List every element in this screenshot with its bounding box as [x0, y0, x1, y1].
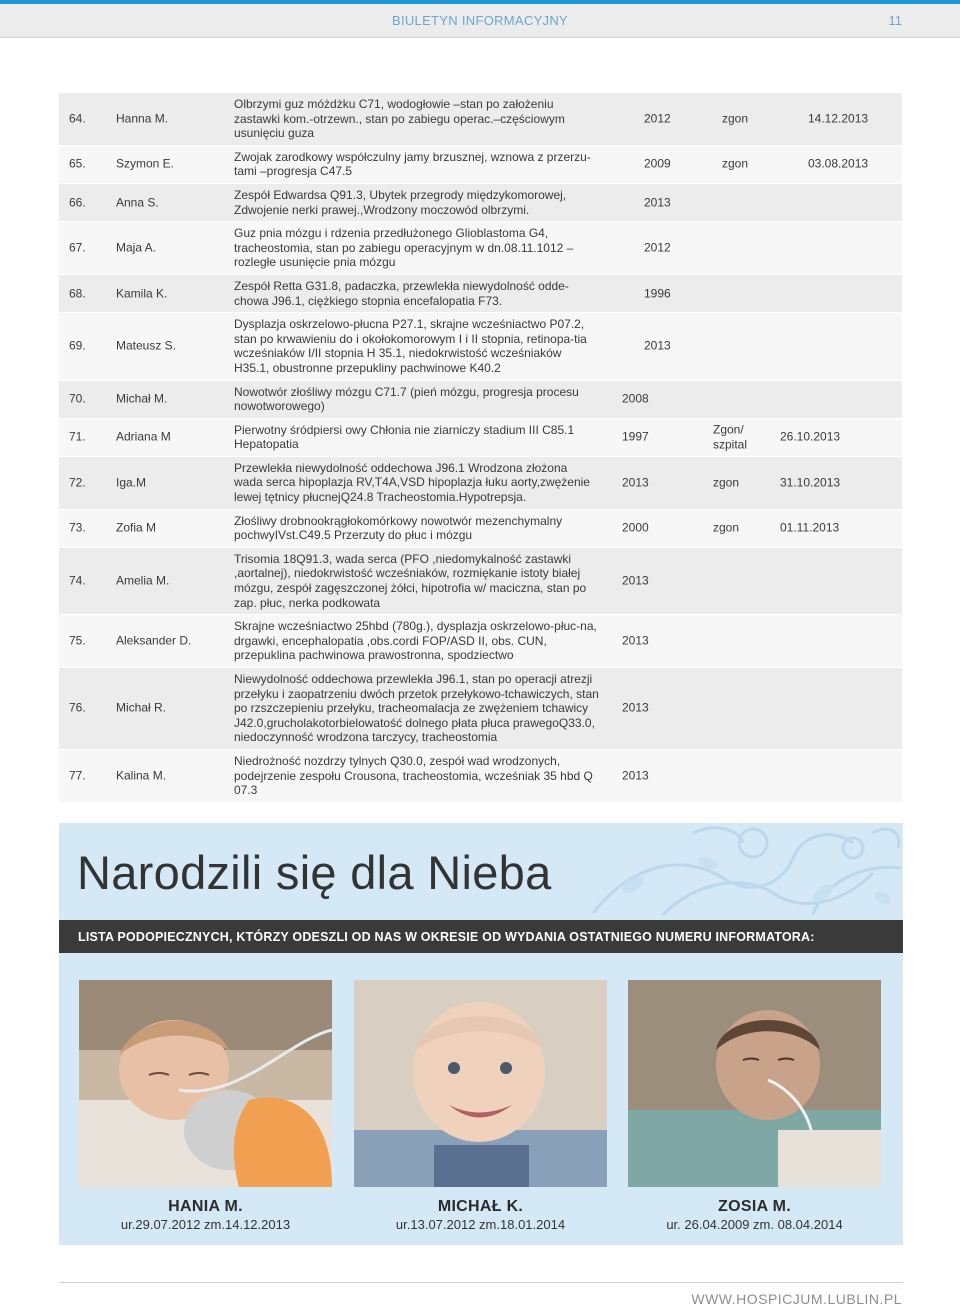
patient-date: 26.10.2013	[780, 429, 841, 444]
patient-diagnosis: Przewlekła niewydolność oddechowa J96.1 Wrodzona złożona wada serca hipoplazja RV,T4A,VSD hipoplazja łuku aorty,zwężenie lewej tętnicy płucnejQ24.8 Tracheostomia.Hypotrepsja.	[234, 460, 590, 505]
patient-diagnosis: Trisomia 18Q91.3, wada serca (PFO ,niedomykalność zastawki ,aortalnej), niedokrwistość wcześniaków, rozmiękanie istoty białej mózgu, zespół zagęszczonej żółci, hipotrofia w/ maciczna, stan po zap. płuc, nerka podkowata	[234, 551, 587, 610]
patient-name: Kalina M.	[116, 768, 167, 783]
patient-diagnosis: Zwojak zarodkowy współczulny jamy brzusznej, wznowa z przerzu-tami –progresja C47.5	[234, 149, 591, 179]
patient-year: 2012	[644, 240, 671, 255]
patient-number: 69.	[69, 339, 86, 354]
child-dates: ur.29.07.2012 zm.14.12.2013	[120, 1217, 291, 1232]
patient-year: 1997	[622, 429, 649, 444]
patient-number: 66.	[69, 195, 86, 210]
child-caption	[79, 1198, 332, 1232]
table-row	[59, 146, 902, 184]
patient-name: Michał M.	[116, 391, 168, 406]
table-row	[59, 184, 902, 222]
patient-year: 2013	[622, 573, 649, 588]
patient-year: 2013	[644, 195, 671, 210]
memorial-section	[59, 823, 903, 1245]
child-name: ZOSIA M.	[718, 1198, 791, 1215]
patient-number: 64.	[69, 111, 86, 126]
patient-status: zgon	[713, 520, 740, 535]
patient-year: 2009	[644, 157, 671, 172]
patient-number: 75.	[69, 633, 86, 648]
patient-number: 68.	[69, 286, 86, 301]
patient-number: 67.	[69, 240, 86, 255]
patient-name: Michał R.	[116, 701, 167, 716]
patient-diagnosis: Zespół Retta G31.8, padaczka, przewlekła niewydolność odde-chowa J96.1, ciężkiego stopnia encefalopatia F73.	[234, 278, 569, 308]
patient-status: zgon	[713, 475, 740, 490]
patient-name: Amelia M.	[116, 573, 170, 588]
patient-name: Hanna M.	[116, 111, 169, 126]
table-row	[59, 457, 902, 510]
patient-status: Zgon/ szpital	[713, 422, 748, 452]
child-photo-hania	[79, 980, 332, 1187]
patient-diagnosis: Złośliwy drobnookrągłokomórkowy nowotwór mezenchymalny pochwyIVst.C49.5 Przerzuty do płuc i mózgu	[234, 513, 563, 543]
patient-diagnosis: Pierwotny śródpiersi owy Chłonia nie ziarniczy stadium III C85.1 Hepatopatia	[234, 422, 575, 452]
patient-year: 2000	[622, 520, 649, 535]
patient-number: 73.	[69, 520, 86, 535]
footer-website-link[interactable]: WWW.HOSPICJUM.LUBLIN.PL	[691, 1291, 902, 1307]
patient-number: 71.	[69, 429, 86, 444]
patient-name: Anna S.	[116, 195, 159, 210]
patient-number: 76.	[69, 701, 86, 716]
child-caption	[628, 1198, 881, 1232]
table-row	[59, 313, 902, 380]
child-photo-michal	[354, 980, 607, 1187]
patient-diagnosis: Nowotwór złośliwy mózgu C71.7 (pień mózgu, progresja procesu nowotworowego)	[234, 384, 579, 414]
table-row	[59, 222, 902, 275]
memorial-title: Narodzili się dla Nieba	[77, 846, 552, 899]
child-name: MICHAŁ K.	[437, 1198, 524, 1215]
patient-year: 2013	[622, 475, 649, 490]
patient-date: 01.11.2013	[780, 520, 840, 535]
child-photo-zosia	[628, 980, 881, 1187]
patient-year: 2013	[622, 768, 649, 783]
table-row	[59, 93, 902, 146]
patient-date: 14.12.2013	[808, 111, 869, 126]
bulletin-title: BIULETYN INFORMACYJNY	[391, 13, 569, 28]
patient-year: 2012	[644, 111, 671, 126]
patient-diagnosis: Dysplazja oskrzelowo-płucna P27.1, skrajne wcześniactwo P07.2, stan po krwawieniu do i okołokomorowym I i II stopnia, retinopa-tia wcześniaków I/II stopnia H 35.1, niedokrwistość wcześniaków H35.1, obustronne przepukliny pachwinowe K40.2	[234, 317, 587, 375]
child-dates: ur.13.07.2012 zm.18.01.2014	[395, 1217, 566, 1232]
patient-name: Adriana M	[116, 429, 171, 444]
patient-diagnosis: Guz pnia mózgu i rdzenia przedłużonego Glioblastoma G4, tracheostomia, stan po zabiegu operacyjnym w dn.08.11.1012 – rozległe usunięcie pnia mózgu	[234, 226, 574, 270]
child-dates: ur. 26.04.2009 zm. 08.04.2014	[666, 1217, 843, 1232]
banner-text: LISTA PODOPIECZNYCH, KTÓRZY ODESZLI OD NAS W OKRESIE OD WYDANIA OSTATNIEGO NUMERU INFORMATORA:	[78, 930, 815, 944]
patient-number: 65.	[69, 157, 86, 172]
page-number: 11	[888, 13, 902, 28]
patient-number: 77.	[69, 768, 86, 783]
table-row	[59, 275, 902, 313]
table-row	[59, 510, 902, 548]
patient-year: 1996	[644, 286, 671, 301]
table-row	[59, 381, 902, 419]
patient-number: 72.	[69, 475, 86, 490]
patient-year: 2013	[622, 633, 649, 648]
patient-diagnosis: Niedrożność nozdrzy tylnych Q30.0, zespół wad wrodzonych, podejrzenie zespołu Crousona, tracheostomia, wcześniak 35 hbd Q 07.3	[234, 753, 593, 798]
patients-table	[59, 93, 902, 803]
table-row	[59, 615, 902, 668]
patient-diagnosis: Niewydolność oddechowa przewlekła J96.1, stan po operacji atrezji przełyku i zaopatrzeniu dwóch przetok przełykowo-tchawiczych, stan po rzszczepieniu przełyku, tracheomalacja ze zwężeniem tchawicy J42.0,grucholakotorbielowatość dolnego płata płuca prawegoQ33.0, niedoczynność wrodzona tarczycy, tracheostomia	[234, 672, 599, 745]
page-header	[0, 4, 960, 38]
patient-diagnosis: Olbrzymi guz móżdżku C71, wodogłowie –stan po założeniu zastawki kom.-otrzewn., stan po zabiegu operac.–częściowym usunięciu guza	[234, 97, 565, 141]
patient-number: 70.	[69, 391, 86, 406]
patient-status: zgon	[722, 111, 749, 126]
patient-name: Zofia M	[116, 520, 157, 535]
patient-diagnosis: Skrajne wcześniactwo 25hbd (780g.), dysplazja oskrzelowo-płuc-na, drgawki, encephalopatia ,obs.cordi FOP/ASD II, obs. CUN, przepuklina pachwinowa prawostronna, spodziectwo	[234, 619, 597, 663]
patient-year: 2013	[644, 339, 671, 354]
patient-number: 74.	[69, 573, 86, 588]
table-row	[59, 548, 902, 615]
patient-name: Kamila K.	[116, 286, 168, 301]
patient-year: 2013	[622, 701, 649, 716]
patient-diagnosis: Zespół Edwardsa Q91.3, Ubytek przegrody międzykomorowej, Zdwojenie nerki prawej.,Wrodzony moczowód olbrzymi.	[234, 187, 567, 217]
patient-name: Maja A.	[116, 240, 157, 255]
table-row	[59, 668, 902, 750]
floral-swirl-ornament	[573, 823, 903, 918]
memorial-banner	[59, 920, 903, 953]
patient-date: 31.10.2013	[780, 475, 841, 490]
child-name: HANIA M.	[168, 1198, 243, 1215]
child-caption	[354, 1198, 607, 1232]
patient-year: 2008	[622, 391, 649, 406]
patient-status: zgon	[722, 157, 749, 172]
table-row	[59, 750, 902, 803]
patient-name: Mateusz S.	[116, 339, 177, 354]
patient-name: Aleksander D.	[116, 633, 192, 648]
patient-name: Szymon E.	[116, 157, 175, 172]
patient-name: Iga.M	[116, 475, 147, 490]
table-row	[59, 419, 902, 457]
patient-date: 03.08.2013	[808, 157, 869, 172]
footer-divider	[59, 1282, 903, 1283]
